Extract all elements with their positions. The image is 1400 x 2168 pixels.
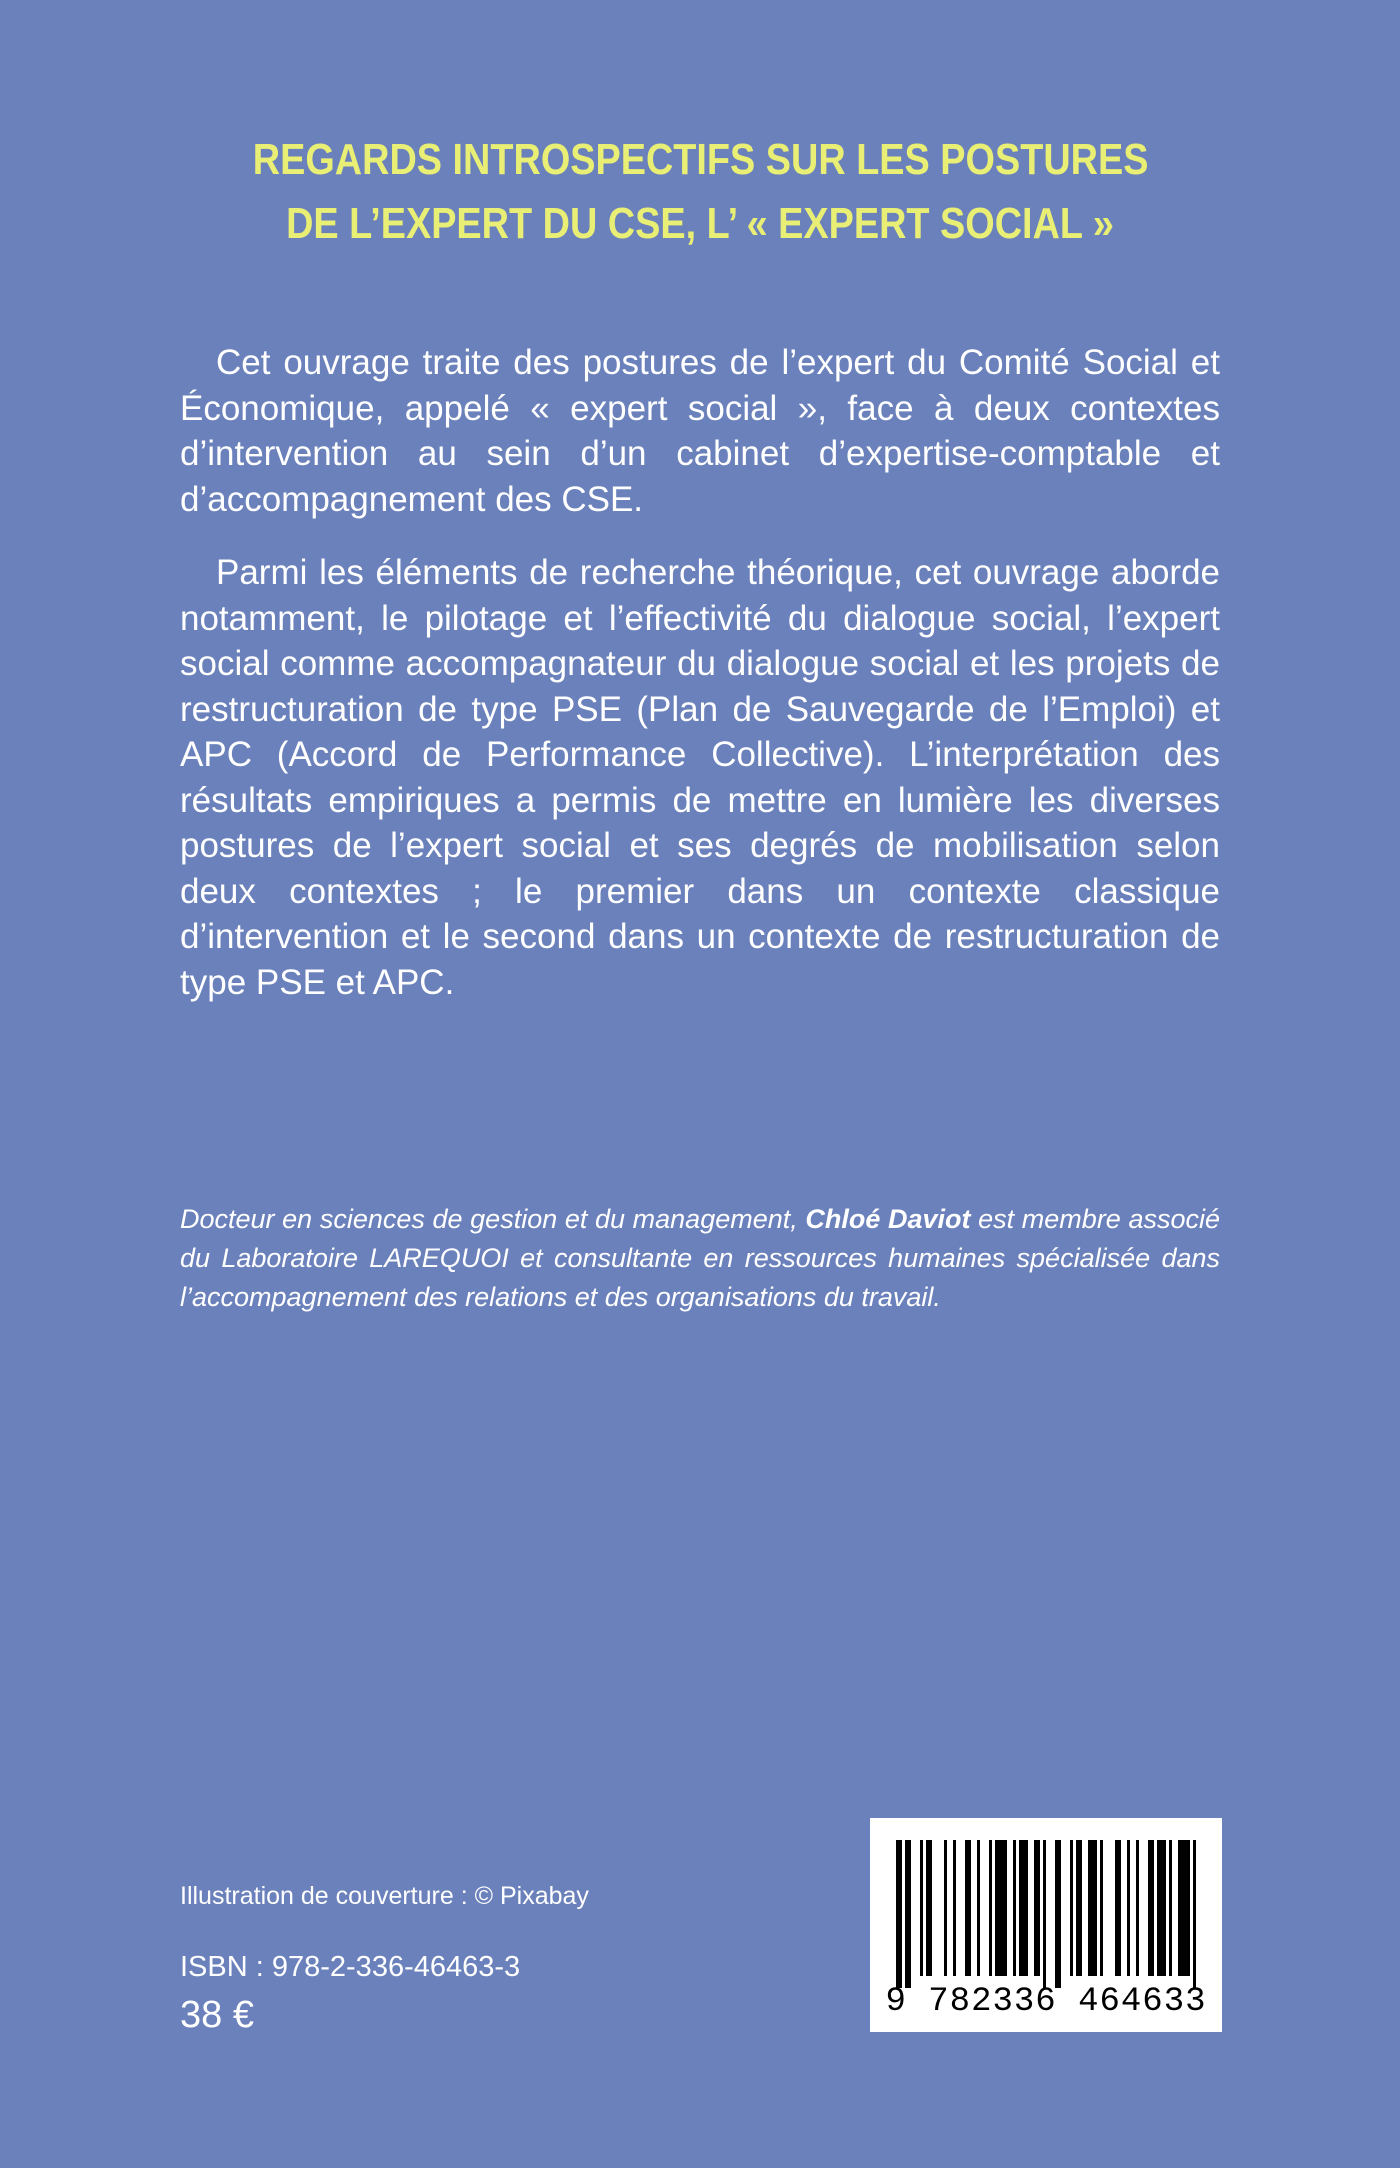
barcode-bar xyxy=(1193,1840,1196,1988)
book-title-line-2: DE L’EXPERT DU CSE, L’ « EXPERT SOCIAL » xyxy=(286,199,1114,248)
barcode-bar xyxy=(896,1840,902,1988)
barcode-bar xyxy=(1100,1840,1103,1976)
barcode-bar xyxy=(1136,1840,1139,1976)
barcode-bar xyxy=(1157,1840,1166,1976)
isbn: ISBN : 978-2-336-46463-3 xyxy=(180,1951,521,1983)
barcode xyxy=(870,1818,1222,2032)
barcode-bar xyxy=(1043,1840,1046,1988)
summary xyxy=(180,340,1220,1033)
barcode-bar xyxy=(1115,1840,1121,1976)
barcode-bar xyxy=(989,1840,992,1976)
author-bio-intro: Docteur en sciences de gestion et du management, xyxy=(180,1204,806,1234)
summary-paragraph-2: Parmi les éléments de recherche théorique, cet ouvrage aborde notamment, le pilotage et l’effectivité du dialogue social, l’expert social comme accompagnateur du dialogue social et les projets de restructuration de type PSE (Plan de Sauvegarde de l’Emploi) et APC (Accord de Performance Collective). L’interprétation des résultats empiriques a permis de mettre en lumière les diverses postures de l’expert social et ses degrés de mobilisation selon deux contextes ; le premier dans un contexte classique d’intervention et le second dans un contexte de restructuration de type PSE et APC. xyxy=(180,553,1220,1002)
barcode-bar xyxy=(965,1840,971,1976)
barcode-bar xyxy=(1013,1840,1016,1976)
barcode-bar xyxy=(920,1840,923,1976)
barcode-bar xyxy=(1088,1840,1097,1976)
barcode-bar xyxy=(977,1840,980,1976)
barcode-bar xyxy=(995,1840,1007,1976)
barcode-bar xyxy=(1148,1840,1154,1976)
illustration-credit: Illustration de couverture : © Pixabay xyxy=(180,1882,589,1910)
barcode-bar xyxy=(926,1840,932,1976)
barcode-bar xyxy=(1178,1840,1190,1976)
barcode-bar xyxy=(1019,1840,1028,1976)
barcode-digits: 9 782336 464633 xyxy=(885,1983,1207,2021)
book-title xyxy=(253,128,1147,256)
summary-paragraph-1: Cet ouvrage traite des postures de l’expert du Comité Social et Économique, appelé « expert social », face à deux contextes d’intervention au sein d’un cabinet d’expertise-comptable et d’accompagnement des CSE. xyxy=(180,343,1220,519)
barcode-bar xyxy=(1034,1840,1040,1976)
barcode-bar xyxy=(1127,1840,1130,1976)
barcode-bar xyxy=(1070,1840,1073,1976)
book-title-line-1: REGARDS INTROSPECTIFS SUR LES POSTURES xyxy=(252,135,1149,184)
price: 38 € xyxy=(180,1994,254,2036)
barcode-bar xyxy=(1076,1840,1082,1976)
barcode-bar xyxy=(1169,1840,1172,1976)
barcode-bar xyxy=(1055,1840,1061,1988)
author-bio-rest: est membre associé du Laboratoire LAREQUOI et consultante en ressources humaines spécialisée dans l’accompagnement des relations et des organisations du travail. xyxy=(180,1204,1220,1312)
barcode-bar xyxy=(944,1840,947,1976)
author-bio xyxy=(180,1200,1220,1317)
barcode-bar xyxy=(905,1840,911,1988)
barcode-bar xyxy=(953,1840,956,1976)
author-name: Chloé Daviot xyxy=(805,1204,971,1234)
